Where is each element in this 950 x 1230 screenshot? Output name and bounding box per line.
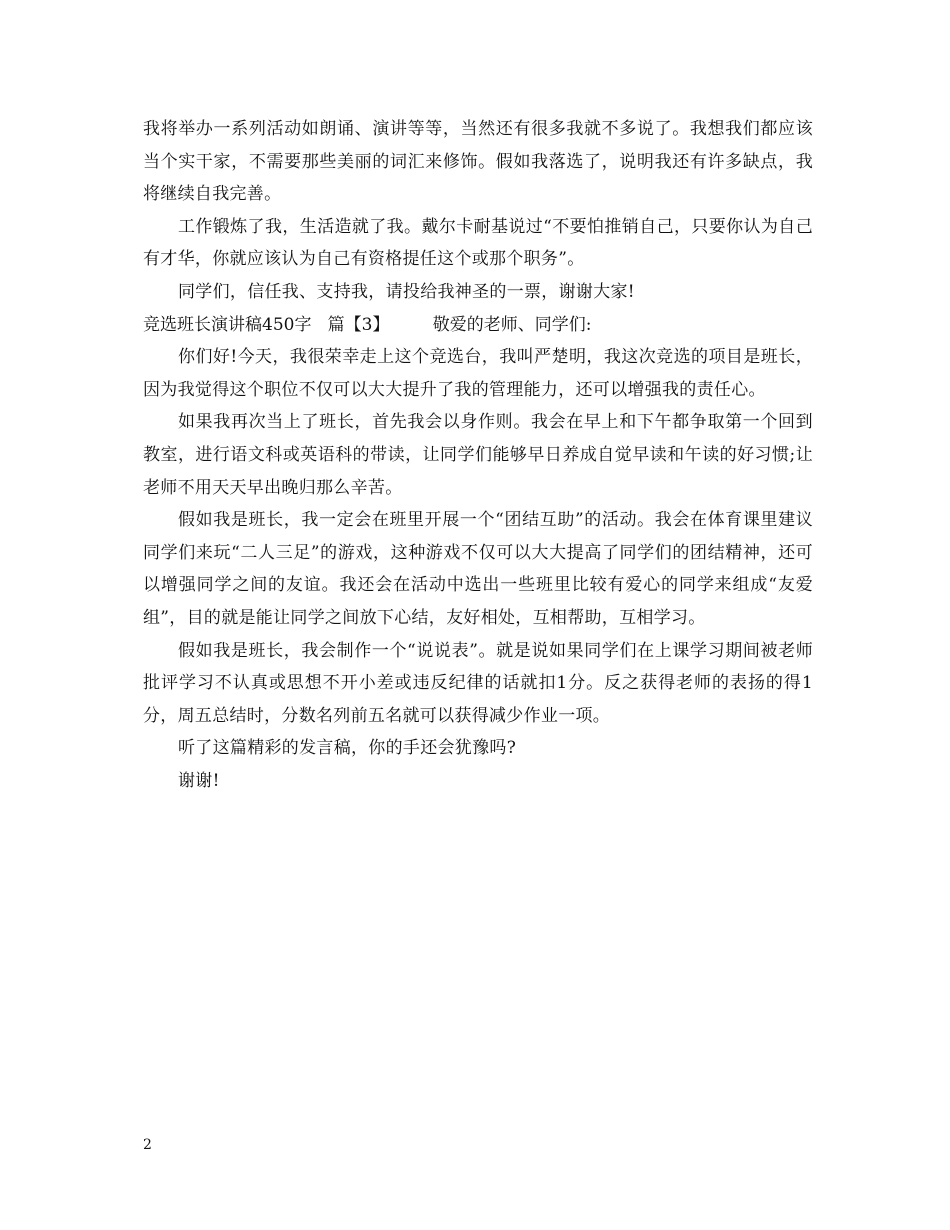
paragraph-thanks: 谢谢! <box>178 770 220 791</box>
section-salutation: 敬爱的老师、同学们: <box>432 314 592 335</box>
document-body <box>143 113 813 797</box>
page-number: 2 <box>143 1137 152 1153</box>
paragraph-carnegie-quote: 工作锻炼了我，生活造就了我。戴尔卡耐基说过“不要怕推销自己，只要你认为自己有才华，你就应该认为自己有资格提任这个或那个职务”。 <box>143 216 813 270</box>
paragraph-closing-question: 听了这篇精彩的发言稿，你的手还会犹豫吗? <box>178 738 517 759</box>
paragraph-unity-activity: 假如我是班长，我一定会在班里开展一个“团结互助”的活动。我会在体育课里建议同学们来玩“二人三足”的游戏，这种游戏不仅可以大大提高了同学们的团结精神，还可以增强同学之间的友谊。我还会在活动中选出一些班里比较有爱心的同学来组成“友爱组”，目的就是能让同学之间放下心结，友好相处，互相帮助，互相学习。 <box>143 510 813 628</box>
paragraph-lead-by-example: 如果我再次当上了班长，首先我会以身作则。我会在早上和下午都争取第一个回到教室，进行语文科或英语科的带读，让同学们能够早日养成自觉早读和午读的好习惯;让老师不用天天早出晚归那么辛苦。 <box>143 412 813 498</box>
section-number: 篇【3】 <box>327 314 390 335</box>
paragraph-vote-appeal: 同学们，信任我、支持我，请投给我神圣的一票，谢谢大家! <box>178 281 635 302</box>
section-title: 竞选班长演讲稿450字 <box>143 314 312 335</box>
paragraph-greeting: 你们好!今天，我很荣幸走上这个竞选台，我叫严楚明，我这次竞选的项目是班长，因为我觉得这个职位不仅可以大大提升了我的管理能力，还可以增强我的责任心。 <box>143 347 813 400</box>
section-heading <box>143 309 813 342</box>
paragraph-continuation: 我将举办一系列活动如朗诵、演讲等等，当然还有很多我就不多说了。我想我们都应该当个实干家，不需要那些美丽的词汇来修饰。假如我落选了，说明我还有许多缺点，我将继续自我完善。 <box>143 119 813 205</box>
paragraph-score-table: 假如我是班长，我会制作一个“说说表”。就是说如果同学们在上课学习期间被老师批评学习不认真或思想不开小差或违反纪律的话就扣1分。反之获得老师的表扬的得1分，周五总结时，分数名列前五名就可以获得减少作业一项。 <box>143 640 813 726</box>
